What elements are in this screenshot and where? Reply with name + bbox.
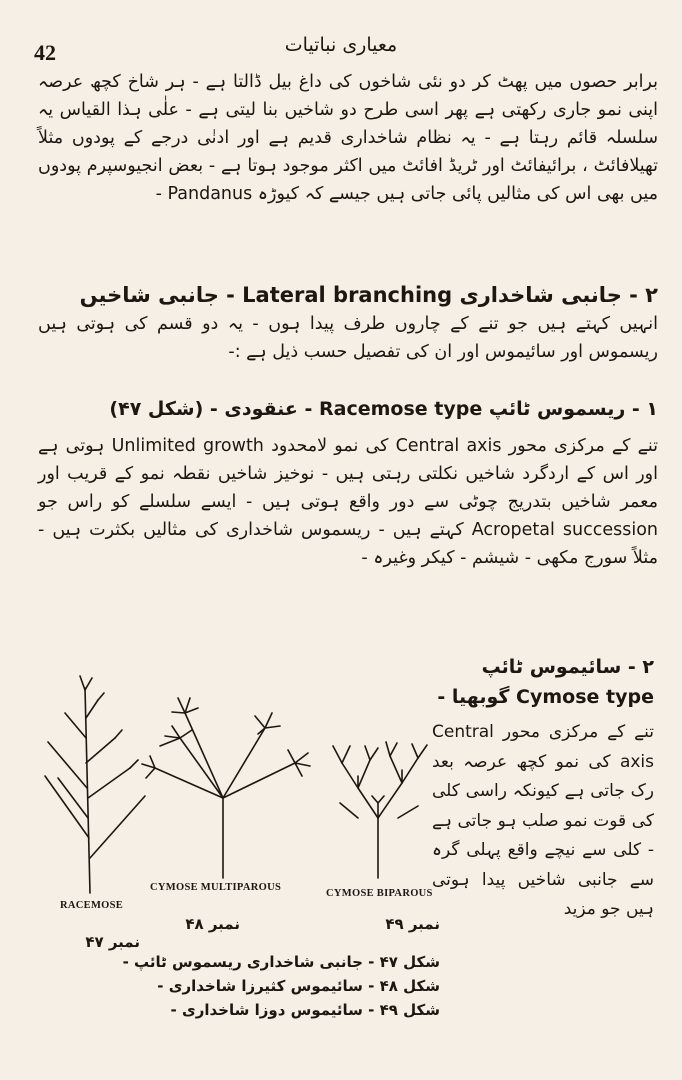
cymose-multiparous-label: CYMOSE MULTIPAROUS xyxy=(150,882,282,893)
caption-49: شکل ۴۹ - سائیموس دوزا شاخداری - xyxy=(170,1001,440,1019)
paragraph-cymose: تنے کے مرکزی محور Central axis کی نمو کچھ عرصہ بعد رک جاتی ہے کیونکہ راسی کلی کی قوت نمو صلب ہو جاتی ہے - کلی سے نیچے واقع پہلی گرہ سے جانبی شاخیں پیدا ہوتی ہیں جو مزید xyxy=(432,722,654,919)
cymose-biparous-label: CYMOSE BIPAROUS xyxy=(326,888,433,899)
heading-lateral-branching: ۲ - جانبی شاخداری Lateral branching - جانبی شاخیں xyxy=(79,283,658,307)
paragraph-dichotomous: برابر حصوں میں پھٹ کر دو نئی شاخوں کی داغ بیل ڈالتا ہے - ہر شاخ کچھ عرصہ اپنی نمو جاری رکھتی ہے پھر اسی طرح دو شاخیں بنا لیتی ہے - علٰی ہذا القیاس یہ سلسلہ قائم رہتا ہے - یہ نظام شاخداری قدیم ہے اور ادنٰی درجے کے پودوں مثلاً تھیلافائٹ ، برائیفائٹ اور ٹریڈ افائٹ میں اکثر موجود ہوتا ہے - بعض انجیوسپرم پودوں میں بھی اس کی مثالیں پائی جاتی ہیں جیسے کہ کیوڑہ Pandanus - xyxy=(38,72,658,204)
racemose-label: RACEMOSE xyxy=(60,900,124,911)
racemose-diagram xyxy=(45,676,145,893)
figure-numbers xyxy=(40,912,440,951)
number-biparous: نمبر ۴۹ xyxy=(385,915,440,933)
branching-figures xyxy=(40,668,460,918)
heading-cymose-type: ۲ - سائیموس ٹائپ Cymose type گوبھیا - xyxy=(437,656,654,708)
running-title: معیاری نباتیات xyxy=(284,34,398,56)
caption-48: شکل ۴۸ - سائیموس کثیرزا شاخداری - xyxy=(157,977,440,995)
cymose-multiparous-diagram xyxy=(142,698,310,878)
branching-diagrams xyxy=(40,668,460,918)
paragraph-racemose: تنے کے مرکزی محور Central axis کی نمو لامحدود Unlimited growth ہوتی ہے اور اس کے اردگرد شاخیں نکلتی رہتی ہیں - نوخیز شاخیں نقطہ نمو کے قریب اور معمر شاخیں بتدریج چوٹی سے دور واقع ہوتی ہیں - ایسے سلسلے کو راس جو Acropetal succession کہتے ہیں - ریسموس شاخداری کی مثالیں بکثرت ہیں - مثلاً سورج مکھی - شیشم - کیکر وغیرہ - xyxy=(38,436,658,568)
number-racemose: نمبر ۴۷ xyxy=(85,933,140,951)
page-number: 42 xyxy=(34,40,56,65)
figure-captions xyxy=(40,912,440,1022)
number-multiparous: نمبر ۴۸ xyxy=(185,915,240,933)
caption-47: شکل ۴۷ - جانبی شاخداری ریسموس ٹائپ - xyxy=(122,953,440,971)
cymose-biparous-diagram xyxy=(333,742,427,878)
heading-racemose-type: ۱ - ریسموس ٹائپ Racemose type - عنقودی - (شکل ۴۷) xyxy=(109,398,658,420)
paragraph-lateral: انہیں کہتے ہیں جو تنے کے چاروں طرف پیدا ہوں - یہ دو قسم کی ہوتی ہیں ریسموس اور سائیموس اور ان کی تفصیل حسب ذیل ہے :- xyxy=(38,314,658,362)
